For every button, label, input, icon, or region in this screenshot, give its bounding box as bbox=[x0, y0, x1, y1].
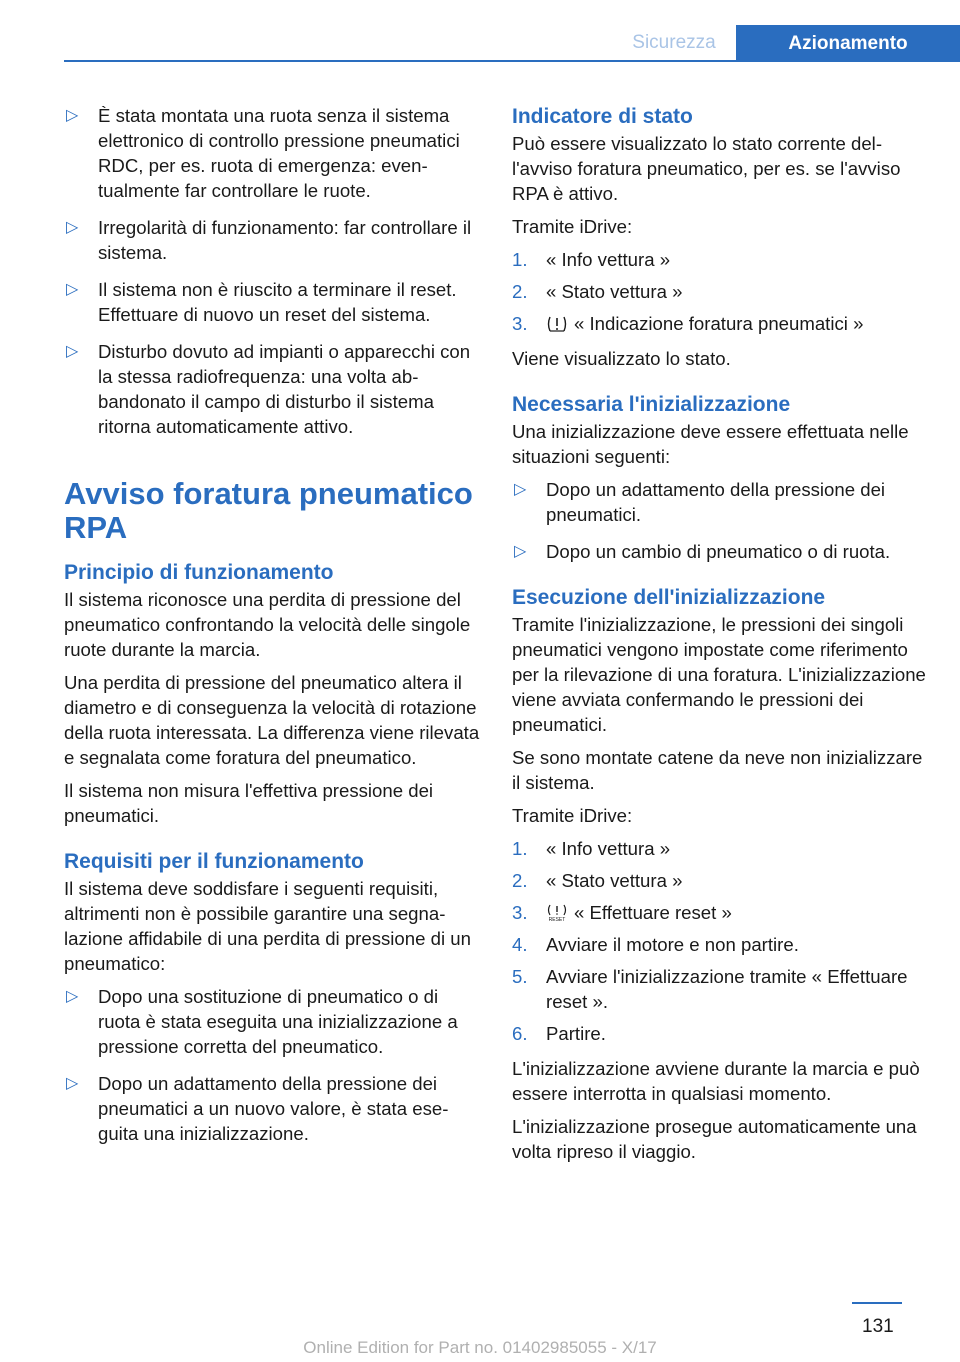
tyre-warning-icon bbox=[546, 315, 568, 333]
list-item: ▷ Dopo una sostituzione di pneumatico o di ruota è stata eseguita una inizializzazione a pressione corretta del pneumatico. bbox=[66, 986, 458, 1057]
list-item: ▷ Dopo un adattamento della pressione dei pneumatici a un nuovo valore, è stata eseguita una inizializzazione. bbox=[66, 1073, 449, 1144]
triangle-bullet-icon: ▷ bbox=[66, 219, 79, 236]
page-number-rule bbox=[852, 1302, 902, 1304]
step-item: 5. Avviare l'inizializzazione tramite « Effettuare reset ». bbox=[512, 966, 908, 1012]
left-column bbox=[64, 103, 482, 1158]
step-item: 2. « Stato vettura » bbox=[512, 281, 683, 302]
step-item: 1. « Info vettura » bbox=[512, 838, 671, 859]
paragraph: Tramite iDrive: bbox=[512, 216, 633, 237]
header-rule bbox=[64, 60, 960, 62]
tyre-reset-icon bbox=[546, 904, 568, 922]
header-section-sicurezza: Sicurezza bbox=[632, 31, 716, 53]
header-section-azionamento: Azionamento bbox=[736, 25, 960, 62]
paragraph: Tramite iDrive: bbox=[512, 805, 633, 826]
paragraph: Può essere visualizzato lo stato corrente dell'avviso foratura pneumatico, per es. se l'avviso RPA è attivo. bbox=[512, 133, 901, 204]
requirements-heading: Requisiti per il funzionamento bbox=[64, 850, 364, 873]
principle-heading: Principio di funzionamento bbox=[64, 561, 334, 584]
footer-edition: Online Edition for Part no. 01402985055 - X/17 bbox=[303, 1338, 657, 1357]
init-required-heading: Necessaria l'inizializzazione bbox=[512, 393, 791, 416]
paragraph: Viene visualizzato lo stato. bbox=[512, 348, 731, 369]
triangle-bullet-icon: ▷ bbox=[66, 988, 79, 1005]
status-steps bbox=[512, 247, 932, 336]
paragraph: Tramite l'inizializzazione, le pressioni dei singoli pneumatici vengono impostate come riferimento per la rilevazione di una foratura. L'inizializzazione viene avviata confermando le pressioni dei pneumatici. bbox=[512, 614, 926, 735]
list-item: ▷ Irregolarità di funzionamento: far controllare il sistema. bbox=[66, 217, 472, 263]
paragraph: Una inizializzazione deve essere effettuata nelle situazioni seguenti: bbox=[512, 421, 909, 467]
init-required-list bbox=[512, 477, 932, 564]
page-number: 131 bbox=[862, 1316, 894, 1337]
paragraph: Il sistema non misura l'effettiva pressione dei pneumatici. bbox=[64, 780, 434, 826]
step-item: 3. RESET « Effettuare reset » bbox=[512, 902, 732, 923]
triangle-bullet-icon: ▷ bbox=[66, 1075, 79, 1092]
list-item: ▷ Dopo un cambio di pneumatico o di ruota. bbox=[514, 541, 891, 562]
init-execution-heading: Esecuzione dell'inizializzazione bbox=[512, 586, 826, 609]
malfunction-list bbox=[64, 103, 482, 439]
step-item: 2. « Stato vettura » bbox=[512, 870, 683, 891]
execution-steps bbox=[512, 836, 932, 1046]
status-heading: Indicatore di stato bbox=[512, 105, 693, 128]
triangle-bullet-icon: ▷ bbox=[514, 481, 527, 498]
paragraph: L'inizializzazione avviene durante la marcia e può essere interrotta in qualsiasi momento. bbox=[512, 1058, 920, 1104]
section-heading: Avviso foratura pneumatico RPA bbox=[64, 476, 473, 545]
paragraph: L'inizializzazione prosegue automaticamente una volta ripreso il viaggio. bbox=[512, 1116, 917, 1162]
paragraph: Se sono montate catene da neve non inizializzare il sistema. bbox=[512, 747, 923, 793]
svg-text:RESET: RESET bbox=[548, 917, 566, 922]
list-item: ▷ Il sistema non è riuscito a terminare il reset. Effettuare di nuovo un reset del sistema. bbox=[66, 279, 457, 325]
paragraph: Il sistema deve soddisfare i seguenti requisiti, altrimenti non è possibile garantire una segnalazione affidabile di una perdita di pressione di un pneumatico: bbox=[64, 878, 471, 974]
paragraph: Il sistema riconosce una perdita di pressione del pneumatico confrontando la velocità delle singole ruote durante la marcia. bbox=[64, 589, 471, 660]
requirements-list bbox=[64, 984, 482, 1146]
step-item: 1. « Info vettura » bbox=[512, 249, 671, 270]
step-item: 4. Avviare il motore e non partire. bbox=[512, 934, 799, 955]
right-column bbox=[512, 103, 932, 1172]
triangle-bullet-icon: ▷ bbox=[66, 281, 79, 298]
triangle-bullet-icon: ▷ bbox=[66, 107, 79, 124]
step-item: 6. Partire. bbox=[512, 1023, 606, 1044]
list-item: ▷ È stata montata una ruota senza il sistema elettronico di controllo pressione pneumatici RDC, per es. ruota di emergenza: eventualmente far controllare le ruote. bbox=[66, 105, 460, 201]
list-item: ▷ Disturbo dovuto ad impianti o apparecchi con la stessa radiofrequenza: una volta abbandonato il campo di disturbo il sistema ritorna automaticamente attivo. bbox=[66, 341, 471, 437]
step-item: 3. « Indicazione foratura pneumatici » bbox=[512, 313, 864, 334]
triangle-bullet-icon: ▷ bbox=[66, 343, 79, 360]
triangle-bullet-icon: ▷ bbox=[514, 543, 527, 560]
list-item: ▷ Dopo un adattamento della pressione dei pneumatici. bbox=[514, 479, 886, 525]
paragraph: Una perdita di pressione del pneumatico altera il diametro e di conseguenza la velocità di rotazione della ruota interessata. La differenza viene rilevata e segnalata come foratura del pneumatico. bbox=[64, 672, 480, 768]
